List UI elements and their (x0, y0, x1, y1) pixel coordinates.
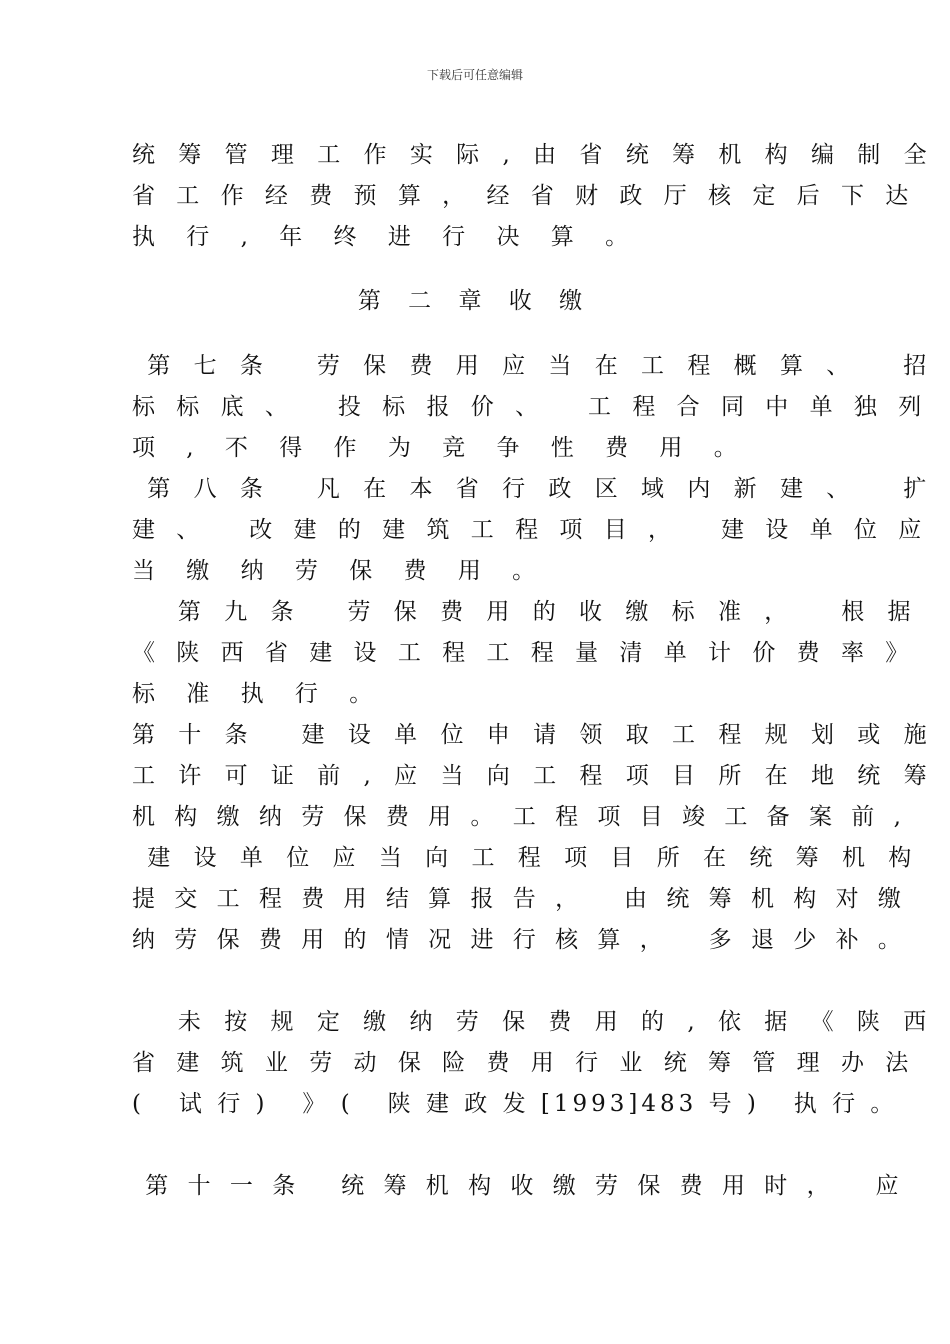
body-line: 工 许 可 证 前 , 应 当 向 工 程 项 目 所 在 地 统 筹 (132, 763, 935, 789)
body-line: 省 工 作 经 费 预 算 ， 经 省 财 政 厅 核 定 后 下 达 (132, 183, 916, 209)
body-line: 机 构 缴 纳 劳 保 费 用 。 工 程 项 目 竣 工 备 案 前 , (132, 804, 907, 830)
body-line: 未 按 规 定 缴 纳 劳 保 费 用 的 , 依 据 《 陕 西 (132, 1009, 935, 1035)
body-line: 建 设 单 位 应 当 向 工 程 项 目 所 在 统 筹 机 构 (132, 845, 920, 871)
body-line: 建 、 改 建 的 建 筑 工 程 项 目 ， 建 设 单 位 应 (132, 517, 929, 543)
body-line: 当 缴 纳 劳 保 费 用 。 (132, 558, 548, 584)
body-line: 标 准 执 行 。 (132, 681, 385, 707)
body-line: 第 七 条 劳 保 费 用 应 当 在 工 程 概 算 、 招 (132, 353, 935, 379)
body-line: 《 陕 西 省 建 设 工 程 工 程 量 清 单 计 价 费 率 》 (132, 640, 916, 666)
body-line: 标 标 底 、 投 标 报 价 、 工 程 合 同 中 单 独 列 (132, 394, 929, 420)
body-line: ( 试 行 ) 》 ( 陕 建 政 发 [1993]483 号 ) 执 行 。 (132, 1091, 898, 1117)
body-line: 纳 劳 保 费 用 的 情 况 进 行 核 算 ， 多 退 少 补 。 (132, 927, 907, 953)
body-line: 第 十 条 建 设 单 位 申 请 领 取 工 程 规 划 或 施 (132, 722, 935, 748)
body-line: 统 筹 管 理 工 作 实 际 , 由 省 统 筹 机 构 编 制 全 (132, 142, 935, 168)
body-line: 第 十 一 条 统 筹 机 构 收 缴 劳 保 费 用 时 ， 应 (132, 1173, 905, 1199)
body-line: 执 行 , 年 终 进 行 决 算 。 (132, 224, 641, 250)
section-heading: 第 二 章 收 缴 (357, 288, 593, 314)
header-note: 下载后可任意编辑 (426, 68, 523, 82)
body-line: 第 八 条 凡 在 本 省 行 政 区 域 内 新 建 、 扩 (132, 476, 935, 502)
body-line: 省 建 筑 业 劳 动 保 险 费 用 行 业 统 筹 管 理 办 法 (132, 1050, 916, 1076)
body-line: 第 九 条 劳 保 费 用 的 收 缴 标 准 ， 根 据 (132, 599, 919, 625)
body-line: 提 交 工 程 费 用 结 算 报 告 ， 由 统 筹 机 构 对 缴 (132, 886, 907, 912)
body-line: 项 , 不 得 作 为 竞 争 性 费 用 。 (132, 435, 749, 461)
